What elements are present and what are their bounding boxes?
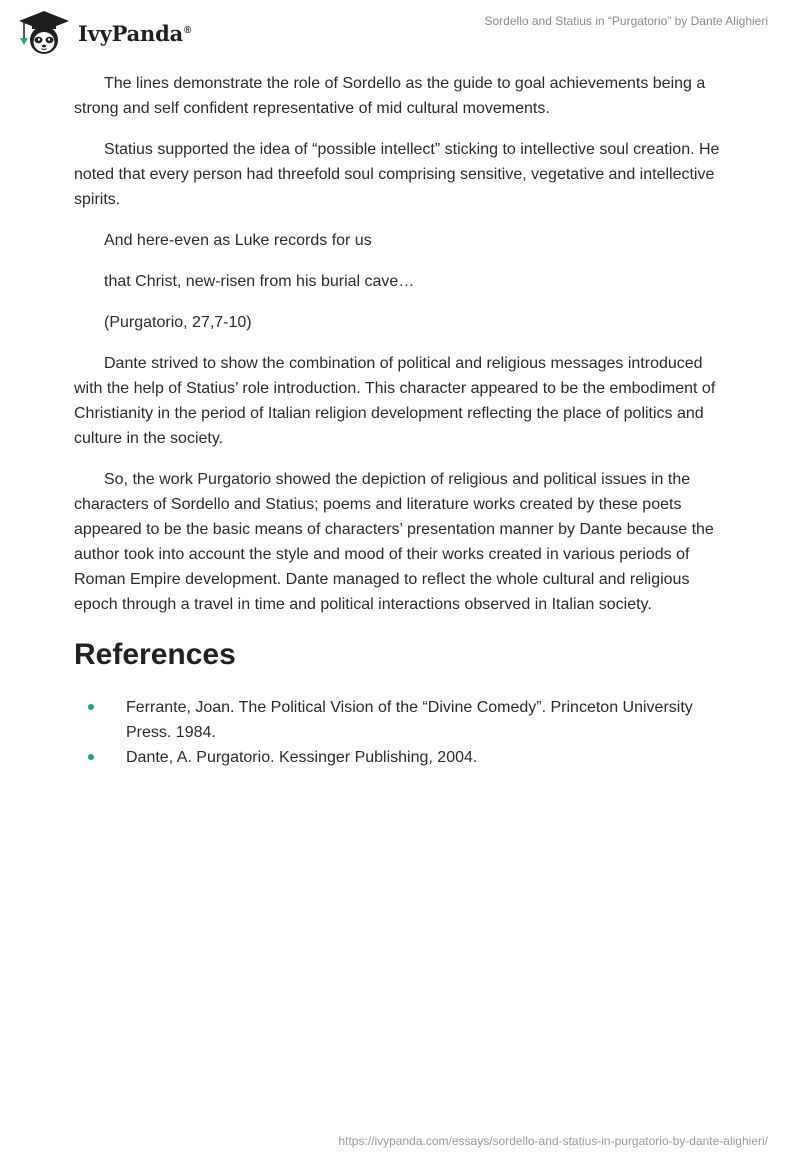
references-list <box>74 695 724 770</box>
quote-line: And here-even as Luke records for us <box>104 232 372 249</box>
essay-body <box>74 71 724 770</box>
bullet-dot-icon <box>88 754 94 760</box>
paragraph: The lines demonstrate the role of Sordello as the guide to goal achievements being a strong and self confident representative of mid cultural movements. <box>74 75 706 117</box>
quote-citation: (Purgatorio, 27,7-10) <box>104 314 252 331</box>
paragraph: So, the work Purgatorio showed the depiction of religious and political issues in the characters of Sordello and Statius; poems and literature works created by these poets appeared to be the basic means of characters’ presentation manner by Dante because the author took into account the style and mood of their works created in various periods of Roman Empire development. Dante managed to reflect the whole cultural and religious epoch through a travel in time and political interactions observed in Italian society. <box>74 471 714 613</box>
quote-line: that Christ, new-risen from his burial cave… <box>104 273 415 290</box>
document-title: Sordello and Statius in “Purgatorio” by Dante Alighieri <box>484 14 768 28</box>
reference-item <box>74 695 724 745</box>
logo-wordmark: IvyPanda® <box>78 20 192 46</box>
reference-item <box>74 745 724 770</box>
paragraph: Statius supported the idea of “possible intellect” sticking to intellective soul creation. He noted that every person had threefold soul comprising sensitive, vegetative and intellective spirits. <box>74 141 720 208</box>
reference-text: Dante, A. Purgatorio. Kessinger Publishing, 2004. <box>126 749 478 766</box>
paragraph: Dante strived to show the combination of political and religious messages introduced with the help of Statius’ role introduction. This character appeared to be the embodiment of Christianity in the period of Italian religion development reflecting the place of politics and culture in the society. <box>74 355 716 447</box>
references-heading: References <box>74 638 236 671</box>
page-header <box>0 0 800 64</box>
reference-text: Ferrante, Joan. The Political Vision of the “Divine Comedy”. Princeton University Press. 1984. <box>126 699 693 741</box>
bullet-dot-icon <box>88 704 94 710</box>
ivypanda-logo[interactable] <box>16 10 191 56</box>
panda-graduate-icon <box>16 10 72 56</box>
source-url-link[interactable]: https://ivypanda.com/essays/sordello-and-statius-in-purgatorio-by-dante-alighieri/ <box>338 1134 768 1148</box>
